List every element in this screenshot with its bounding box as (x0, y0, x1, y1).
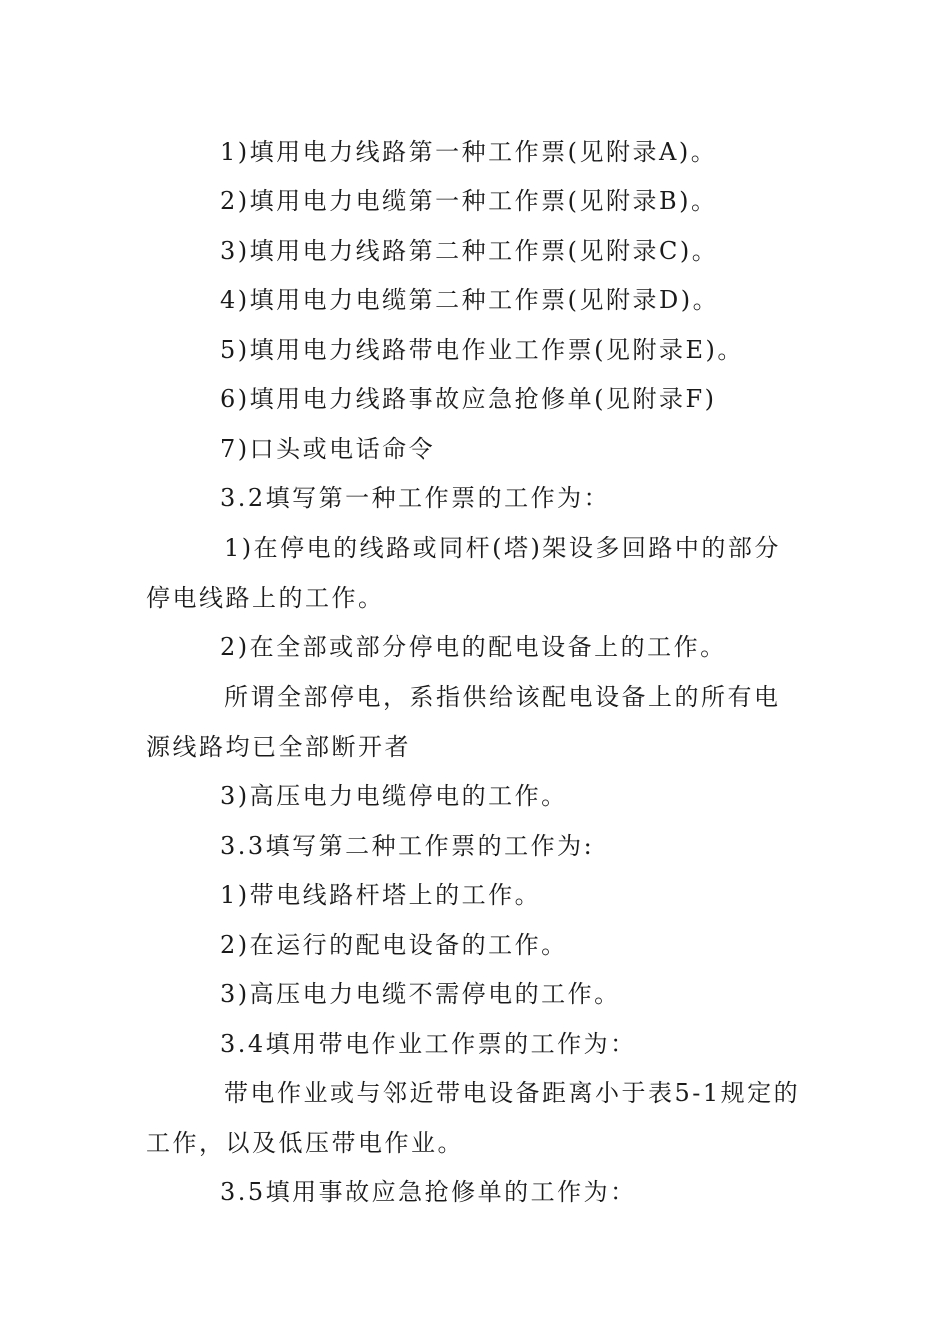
paragraph-appendix-a: 1)填用电力线路第一种工作票(见附录A)。 (220, 138, 718, 166)
paragraph-3-3-item-3: 3)高压电力电缆不需停电的工作。 (220, 980, 621, 1008)
paragraph-full-outage-note: 所谓全部停电，系指供给该配电设备上的所有电源线路均已全部断开者 (146, 683, 781, 761)
paragraph-3-4-body: 带电作业或与邻近带电设备距离小于表5-1规定的工作，以及低压带电作业。 (146, 1079, 801, 1157)
section-heading-3-5: 3.5填用事故应急抢修单的工作为： (220, 1178, 637, 1206)
paragraph-appendix-e: 5)填用电力线路带电作业工作票(见附录E)。 (220, 336, 744, 364)
paragraph-3-2-item-2: 2)在全部或部分停电的配电设备上的工作。 (220, 633, 727, 661)
paragraph-3-3-item-1: 1)带电线路杆塔上的工作。 (220, 881, 542, 909)
section-heading-3-3: 3.3填写第二种工作票的工作为: (220, 832, 595, 860)
paragraph-appendix-d: 4)填用电力电缆第二种工作票(见附录D)。 (220, 286, 720, 314)
section-heading-3-2: 3.2填写第一种工作票的工作为： (220, 484, 611, 512)
paragraph-3-2-item-1: 1)在停电的线路或同杆(塔)架设多回路中的部分停电线路上的工作。 (146, 534, 781, 612)
paragraph-appendix-f: 6)填用电力线路事故应急抢修单(见附录F) (220, 385, 717, 413)
paragraph-verbal-order: 7)口头或电话命令 (220, 435, 436, 463)
paragraph-3-2-item-3: 3)高压电力电缆停电的工作。 (220, 782, 568, 810)
paragraph-3-3-item-2: 2)在运行的配电设备的工作。 (220, 931, 568, 959)
paragraph-appendix-b: 2)填用电力电缆第一种工作票(见附录B)。 (220, 187, 718, 215)
paragraph-appendix-c: 3)填用电力线路第二种工作票(见附录C)。 (220, 237, 719, 265)
section-heading-3-4: 3.4填用带电作业工作票的工作为： (220, 1030, 637, 1058)
